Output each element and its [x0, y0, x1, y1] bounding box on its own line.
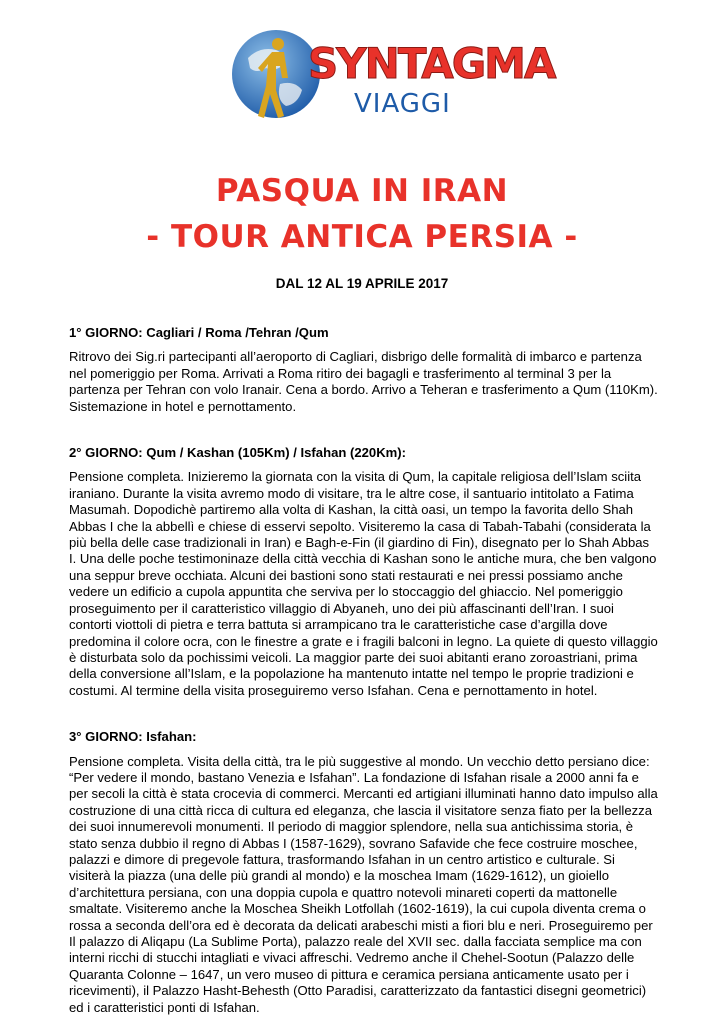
day-2 [69, 445, 659, 699]
day-3 [69, 729, 659, 1016]
title-line-1: PASQUA IN IRAN [215, 173, 509, 209]
brand-sub: VIAGGI [354, 89, 451, 119]
day-1 [69, 325, 659, 415]
brand-name: SYNTAGMA [308, 39, 555, 88]
logo-graphic [226, 24, 555, 124]
syntagma-viaggi-logo [226, 24, 555, 124]
day-description: Ritrovo dei Sig.ri partecipanti all’aeroporto di Cagliari, disbrigo delle formalità di imbarco e partenza nel pomeriggio per Roma. Arrivati a Roma ritiro dei bagagli e trasferimento al terminal 3 per la partenza per Tehran con volo Iranair. Cena a bordo. Arrivo a Teheran e trasferimento a Qum (110Km). Sistemazione in hotel e pernottamento. [69, 349, 658, 414]
itinerary [69, 325, 659, 1016]
day-description: Pensione completa. Visita della città, tra le più suggestive al mondo. Un vecchio detto persiano dice: “Per vedere il mondo, bastano Venezia e Isfahan”. La fondazione di Isfahan risale a 2000 anni fa e per secoli la città è stata crocevia di commerci. Mercanti ed artigiani illuminati hanno dato impulso alla costruzione di una città ricca di cultura ed eleganza, che lascia il visitatore senza fiato per la bellezza dei suoi innumerevoli monumenti. Il periodo di maggior splendore, nella sua antichissima storia, è stato senza dubbio il regno di Abbas I (1587-1629), sovrano Safavide che fece costruire moschee, palazzi e dimore di pregevole fattura, trasformando Isfahan in un centro artistico e culturale. Si visiterà la piazza (una delle più grandi al mondo) e la moschea Imam (1629-1612), un gioiello d’architettura persiana, con una doppia cupola e quattro notevoli minareti coperti da mattonelle smaltate. Visiteremo anche la Moschea Sheikh Lotfollah (1602-1619), la cui cupola diventa crema o rossa a seconda dell’ora ed è decorata da delicati arabeschi misti a fiori blu e neri. Proseguiremo per Il palazzo di Aliqapu (La Sublime Porta), palazzo reale del XVII sec. dalla facciata semplice ma con interni ricchi di stucchi intagliati e vivaci affreschi. Vedremo anche il Chehel-Sootun (Palazzo delle Quaranta Colonne – 1647, un vero museo di pittura e ceramica persiana anticamente usato per i ricevimenti), il Palazzo Hasht-Behesth (Otto Paradisi, caratterizzato da fantastici disegni geometrici) ed i caratteristici ponti di Isfahan. [69, 753, 658, 1015]
day-heading: 3° GIORNO: Isfahan: [69, 729, 197, 745]
day-description: Pensione completa. Inizieremo la giornata con la visita di Qum, la capitale religiosa dell’Islam sciita iraniano. Durante la visita avremo modo di visitare, tra le altre cose, il santuario intitolato a Fatima Masumah. Dopodichè partiremo alla volta di Kashan, la città oasi, un tempo la favorita dello Shah Abbas I che la abbellì e chiese di esservi sepolto. Visiteremo la casa di Tabah-Tabahi (considerata la più bella delle case tradizionali in Iran) e Bagh-e-Fin (il giardino di Fin), disegnato per lo Shah Abbas I. Una delle poche testimoninaze della città vecchia di Kashan sono le antiche mura, che ben valgono una seppur breve occhiata. Alcuni dei bastioni sono stati restaurati e nei pressi possiamo anche vedere un edificio a cupola appuntita che serviva per lo stoccaggio del ghiaccio. Nel pomeriggio proseguimento per il caratteristico villaggio di Abyaneh, uno dei più affascinanti dell’Iran. I suoi contorti viottoli di pietra e terra battuta si arrampicano tra le caratteristiche case d’argilla dove predomina il colore ocra, con le finestre a grate e i fragili balconi in legno. La quiete di questo villaggio è disturbata solo da pochissimi veicoli. La maggior parte dei suoi abitanti erano zoroastriani, prima della conversione all’Islam, e la popolazione ha mantenuto intatte nel tempo le proprie tradizioni e costumi. Al termine della visita proseguiremo verso Isfahan. Cena e pernottamento in hotel. [69, 469, 658, 698]
title-line-2: - TOUR ANTICA PERSIA - [146, 219, 578, 255]
day-heading: 1° GIORNO: Cagliari / Roma /Tehran /Qum [69, 325, 329, 340]
day-heading: 2° GIORNO: Qum / Kashan (105Km) / Isfahan (220Km): [69, 445, 407, 461]
tour-dates: DAL 12 AL 19 APRILE 2017 [275, 276, 449, 291]
